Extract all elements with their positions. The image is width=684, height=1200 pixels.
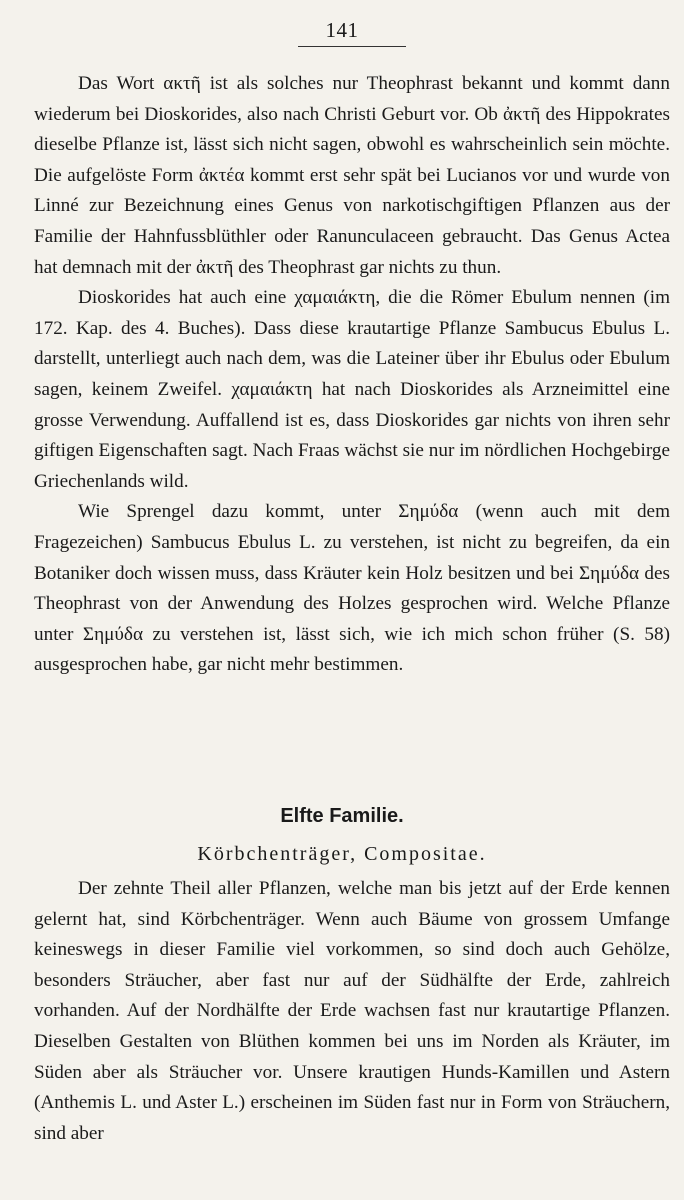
- section-body: [34, 874, 670, 1149]
- paragraph: Der zehnte Theil aller Pflanzen, welche man bis jetzt auf der Erde kennen gelernt hat, sind Körbchenträger. Wenn auch Bäume von grossem Umfange keineswegs in dieser Familie viel vorkommen, so sind doch auch Gehölze, besonders Sträucher, aber fast nur auf der Südhälfte der Erde, zahlreich vorhanden. Auf der Nordhälfte der Erde wachsen fast nur krautartige Pflanzen. Dieselben Gestalten von Blüthen kommen bei uns im Norden als Kräuter, im Süden aber als Sträucher vor. Unsere krautigen Hunds-Kamillen und Astern (Anthemis L. und Aster L.) erscheinen im Süden fast nur in Form von Sträuchern, sind aber: [34, 878, 670, 1144]
- family-heading: Elfte Familie.: [280, 805, 404, 827]
- paragraph: Das Wort ακτῆ ist als solches nur Theophrast bekannt und kommt dann wiederum bei Dioskorides, also nach Christi Geburt vor. Ob ἀκτῆ des Hippokrates dieselbe Pflanze ist, lässt sich nicht sagen, obwohl es wahrscheinlich sein möchte. Die aufgelöste Form ἀκτέα kommt erst sehr spät bei Lucianos vor und wurde von Linné zur Bezeichnung eines Genus von narkotischgiftigen Pflanzen aus der Familie der Hahnfussblüthler oder Ranunculaceen gebraucht. Das Genus Actea hat demnach mit der ἀκτῆ des Theophrast gar nichts zu thun.: [34, 73, 670, 278]
- header-rule: [298, 46, 406, 47]
- paragraph: Dioskorides hat auch eine χαμαιάκτη, die die Römer Ebulum nennen (im 172. Kap. des 4. Buches). Dass diese krautartige Pflanze Sambucus Ebulus L. darstellt, unterliegt auch nach dem, was die Lateiner über ihr Ebulus oder Ebulum sagen, keinem Zweifel. χαμαιάκτη hat nach Dioskorides als Arzneimittel eine grosse Verwendung. Auffallend ist es, dass Dioskorides gar nichts von ihren sehr giftigen Eigenschaften sagt. Nach Fraas wächst sie nur im nördlichen Hochgebirge Griechenlands wild.: [34, 287, 670, 492]
- page-number: 141: [325, 18, 359, 42]
- section-body: [34, 69, 670, 681]
- family-subheading: Körbchenträger, Compositae.: [197, 843, 487, 865]
- paragraph: Wie Sprengel dazu kommt, unter Σημύδα (wenn auch mit dem Fragezeichen) Sambucus Ebulus L. zu verstehen, ist nicht zu begreifen, da ein Botaniker doch wissen muss, dass Kräuter kein Holz besitzen und bei Σημύδα des Theophrast von der Anwendung des Holzes gesprochen wird. Welche Pflanze unter Σημύδα zu verstehen ist, lässt sich, wie ich mich schon früher (S. 58) ausgesprochen habe, gar nicht mehr bestimmen.: [34, 501, 670, 676]
